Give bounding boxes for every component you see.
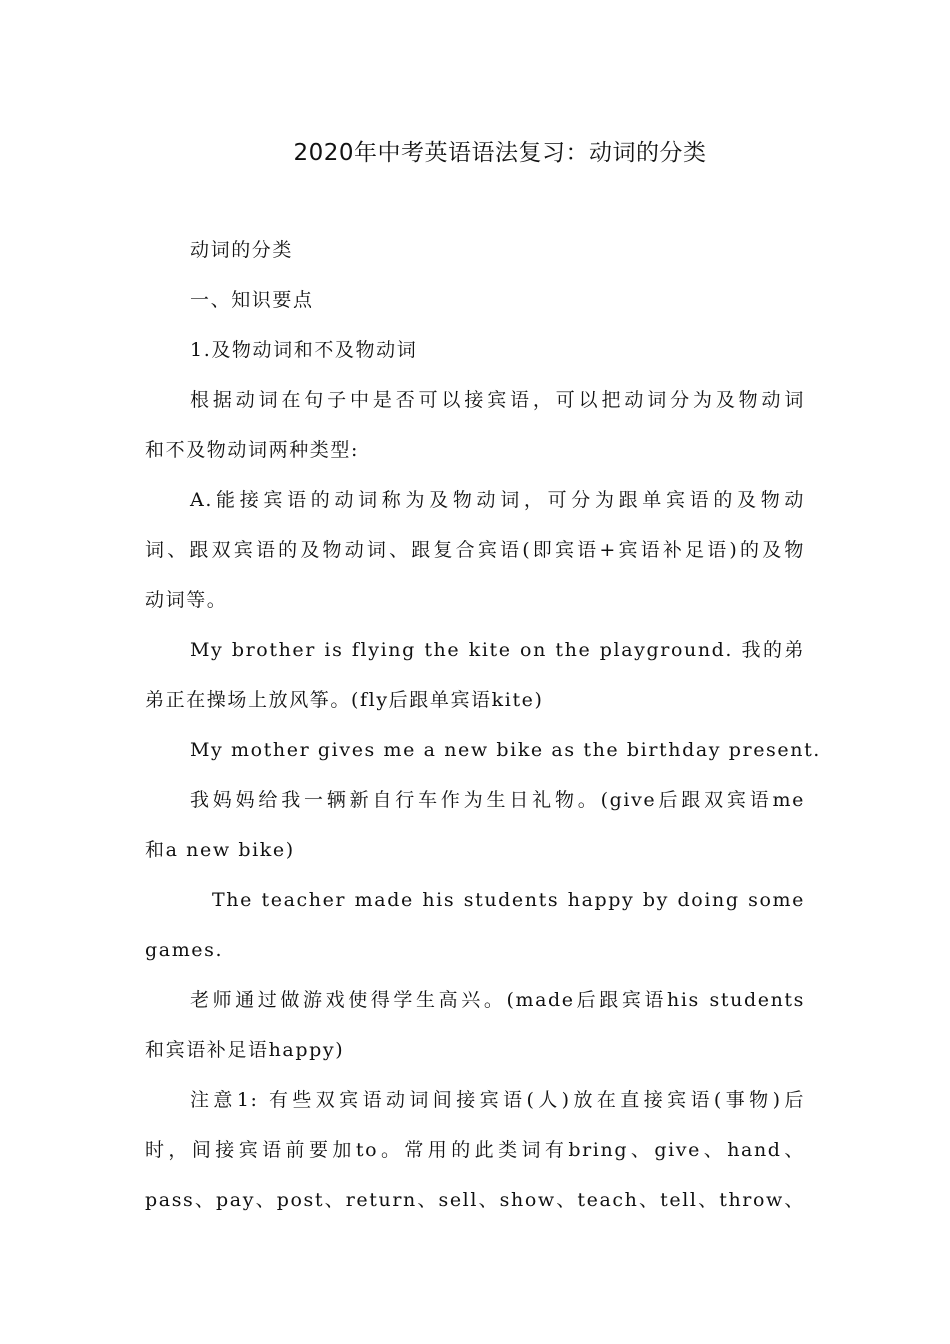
example-line: 和宾语补足语happy) [145, 1039, 345, 1061]
section-subheading: 一、知识要点 [190, 289, 314, 311]
paragraph-line: 词、跟双宾语的及物动词、跟复合宾语(即宾语+宾语补足语)的及物 [145, 539, 805, 561]
example-line: The teacher made his students happy by doing some [212, 889, 805, 911]
paragraph-line: 动词等。 [145, 589, 228, 611]
paragraph-line: 根据动词在句子中是否可以接宾语，可以把动词分为及物动词 [190, 389, 805, 411]
numbered-heading: 1.及物动词和不及物动词 [190, 339, 418, 361]
paragraph-line: A.能接宾语的动词称为及物动词，可分为跟单宾语的及物动 [190, 489, 805, 511]
document-title: 2020年中考英语语法复习：动词的分类 [293, 140, 707, 166]
example-line: 和a new bike) [145, 839, 295, 861]
example-line: 老师通过做游戏使得学生高兴。(made后跟宾语his students [190, 989, 805, 1011]
example-line: games. [145, 939, 224, 961]
example-line: My mother gives me a new bike as the birthday present. [190, 739, 821, 761]
note-line: 时，间接宾语前要加to。常用的此类词有bring、give、hand、 [145, 1139, 805, 1161]
note-line: 注意1: 有些双宾语动词间接宾语(人)放在直接宾语(事物)后 [190, 1089, 805, 1111]
section-heading: 动词的分类 [190, 239, 294, 261]
paragraph-line: 和不及物动词两种类型: [145, 439, 360, 461]
example-line: My brother is flying the kite on the playground. 我的弟 [190, 639, 805, 661]
note-line: pass、pay、post、return、sell、show、teach、tell、throw、 [145, 1189, 805, 1211]
example-line: 弟正在操场上放风筝。(fly后跟单宾语kite) [145, 689, 544, 711]
example-line: 我妈妈给我一辆新自行车作为生日礼物。(give后跟双宾语me [190, 789, 805, 811]
